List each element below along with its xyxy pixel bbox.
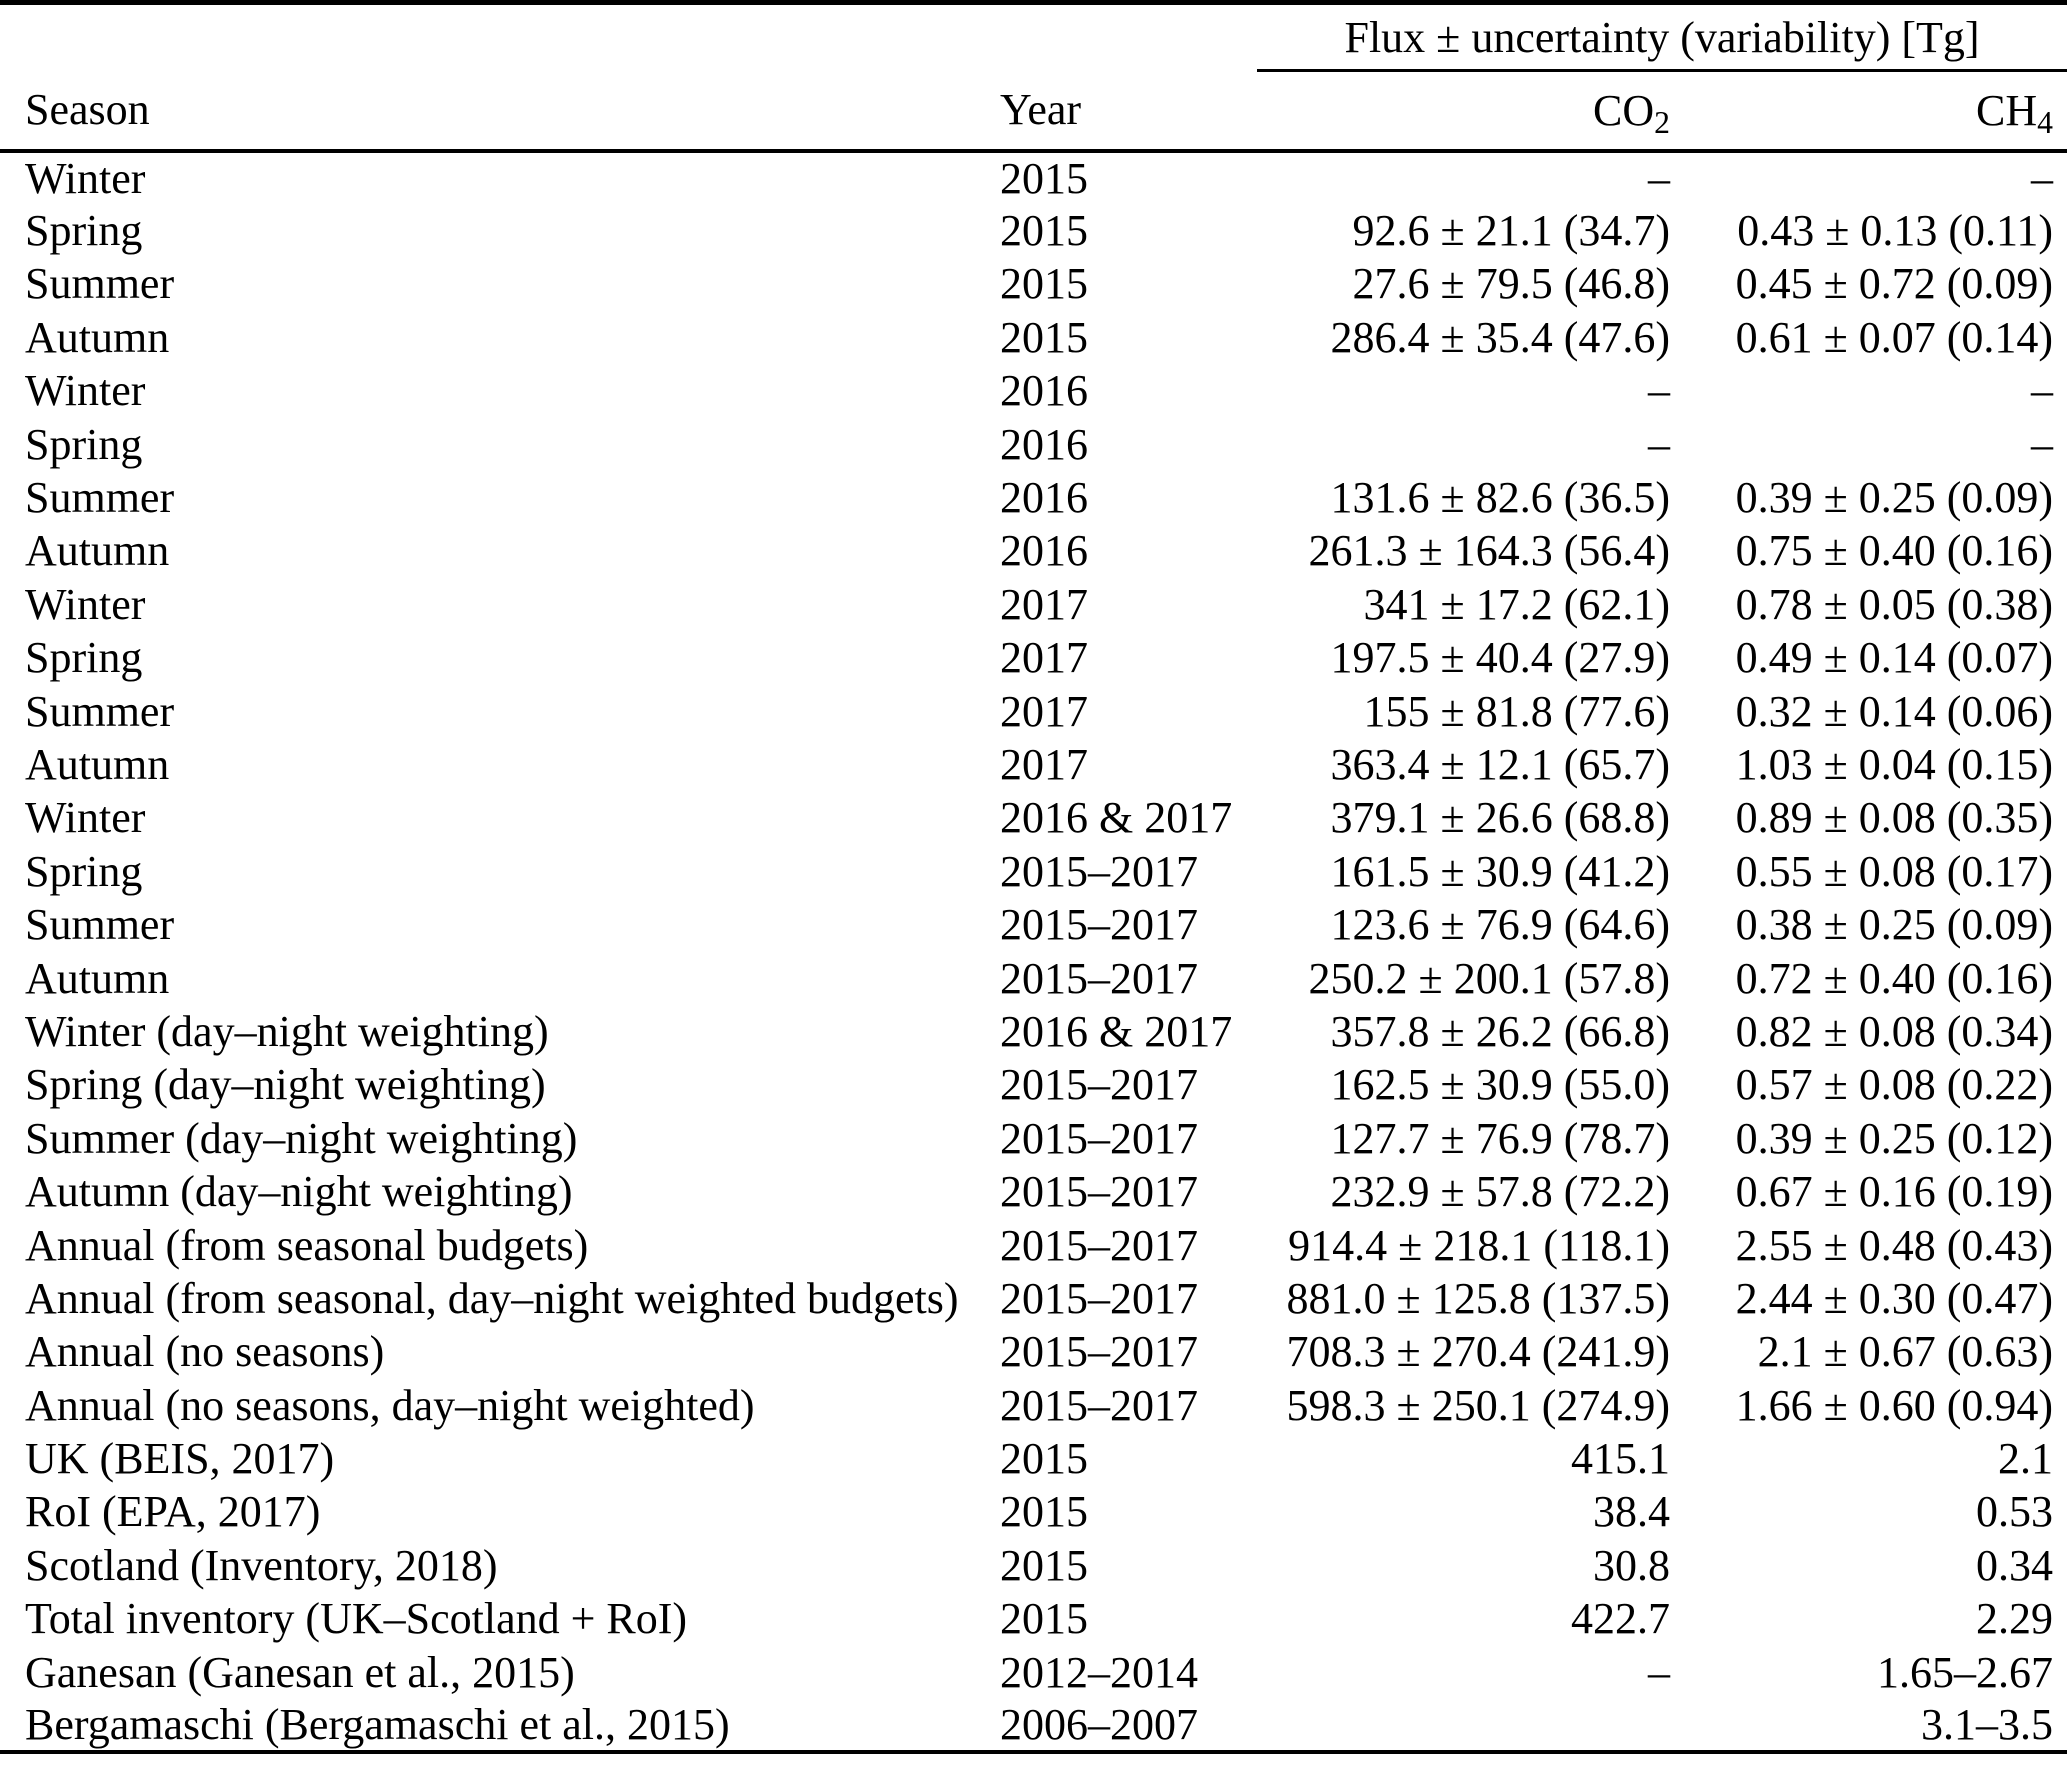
year-cell: 2016 <box>1000 526 1088 576</box>
group-header-row <box>0 3 2067 71</box>
co2-column-header <box>1257 71 1675 151</box>
table-row <box>0 1272 2067 1325</box>
co2-flux-cell: 38.4 <box>1593 1487 1670 1537</box>
ch4-label-base: CH <box>1976 85 2038 135</box>
co2-flux-cell: 914.4 ± 218.1 (118.1) <box>1288 1220 1670 1270</box>
season-cell: Winter <box>25 153 146 203</box>
season-cell: Winter <box>25 579 146 629</box>
year-cell: 2017 <box>1000 579 1088 629</box>
co2-flux-cell: – <box>1648 1647 1670 1697</box>
year-cell: 2016 & 2017 <box>1000 1006 1233 1056</box>
season-cell: Autumn <box>25 953 170 1003</box>
year-cell: 2015 <box>1000 1487 1088 1537</box>
co2-flux-cell: 197.5 ± 40.4 (27.9) <box>1330 633 1670 683</box>
season-cell: Ganesan (Ganesan et al., 2015) <box>25 1647 575 1697</box>
table-row <box>0 1165 2067 1218</box>
co2-flux-cell: 27.6 ± 79.5 (46.8) <box>1352 259 1670 309</box>
table-row <box>0 364 2067 417</box>
season-cell: Summer <box>25 900 175 950</box>
co2-flux-cell: 415.1 <box>1571 1434 1670 1484</box>
table-row <box>0 151 2067 204</box>
year-cell: 2015–2017 <box>1000 1167 1198 1217</box>
table-row <box>0 204 2067 257</box>
season-column-header: Season <box>0 71 985 151</box>
season-cell: Autumn <box>25 526 170 576</box>
table-row <box>0 1539 2067 1592</box>
season-cell: Annual (from seasonal budgets) <box>25 1220 589 1270</box>
ch4-flux-cell: 0.49 ± 0.14 (0.07) <box>1735 633 2054 683</box>
co2-flux-cell: 708.3 ± 270.4 (241.9) <box>1286 1327 1670 1377</box>
table-row <box>0 684 2067 737</box>
co2-flux-cell: 92.6 ± 21.1 (34.7) <box>1352 206 1670 256</box>
ch4-flux-cell: – <box>2031 153 2054 203</box>
season-cell: Summer <box>25 473 175 523</box>
season-cell: Total inventory (UK–Scotland + RoI) <box>25 1594 688 1644</box>
year-cell: 2015–2017 <box>1000 953 1198 1003</box>
year-cell: 2015–2017 <box>1000 900 1198 950</box>
ch4-flux-cell: 0.39 ± 0.25 (0.12) <box>1735 1113 2054 1163</box>
ch4-flux-cell: 2.1 <box>1998 1434 2054 1484</box>
year-cell: 2016 <box>1000 419 1088 469</box>
season-cell: Summer <box>25 259 175 309</box>
year-cell: 2015 <box>1000 1434 1088 1484</box>
ch4-flux-cell: 0.39 ± 0.25 (0.09) <box>1735 473 2054 523</box>
co2-flux-cell: 131.6 ± 82.6 (36.5) <box>1330 473 1670 523</box>
season-cell: Winter <box>25 793 146 843</box>
year-cell: 2012–2014 <box>1000 1647 1198 1697</box>
year-cell: 2015 <box>1000 153 1088 203</box>
season-cell: Spring <box>25 206 143 256</box>
ch4-flux-cell: 0.75 ± 0.40 (0.16) <box>1735 526 2054 576</box>
ch4-flux-cell: 2.29 <box>1976 1594 2054 1644</box>
season-cell: Annual (no seasons) <box>25 1327 385 1377</box>
ch4-column-header <box>1675 71 2067 151</box>
ch4-flux-cell: 0.61 ± 0.07 (0.14) <box>1735 312 2054 362</box>
season-cell: Annual (no seasons, day–night weighted) <box>25 1380 755 1430</box>
table-row <box>0 524 2067 577</box>
table-row <box>0 1592 2067 1645</box>
ch4-flux-cell: 2.1 ± 0.67 (0.63) <box>1757 1327 2054 1377</box>
co2-flux-cell: 881.0 ± 125.8 (137.5) <box>1286 1273 1670 1323</box>
year-cell: 2015–2017 <box>1000 846 1198 896</box>
table-row <box>0 1325 2067 1378</box>
season-cell: Autumn (day–night weighting) <box>25 1167 573 1217</box>
co2-label-subscript: 2 <box>1654 104 1670 140</box>
co2-flux-cell: 261.3 ± 164.3 (56.4) <box>1308 526 1670 576</box>
ch4-flux-cell: 0.32 ± 0.14 (0.06) <box>1735 686 2054 736</box>
table-row <box>0 1485 2067 1538</box>
co2-flux-cell: 422.7 <box>1571 1594 1670 1644</box>
table-row <box>0 631 2067 684</box>
table-row <box>0 1645 2067 1698</box>
ch4-flux-cell: – <box>2031 419 2054 469</box>
year-cell: 2015–2017 <box>1000 1220 1198 1270</box>
table-row <box>0 1699 2067 1752</box>
year-cell: 2015–2017 <box>1000 1273 1198 1323</box>
table-row <box>0 1432 2067 1485</box>
ch4-flux-cell: 0.78 ± 0.05 (0.38) <box>1735 579 2054 629</box>
co2-flux-cell: 286.4 ± 35.4 (47.6) <box>1330 312 1670 362</box>
ch4-flux-cell: 0.45 ± 0.72 (0.09) <box>1735 259 2054 309</box>
co2-flux-cell: – <box>1648 153 1670 203</box>
year-column-header: Year <box>985 71 1257 151</box>
year-cell: 2015 <box>1000 1540 1088 1590</box>
year-cell: 2015–2017 <box>1000 1380 1198 1430</box>
ch4-flux-cell: 2.44 ± 0.30 (0.47) <box>1735 1273 2054 1323</box>
ch4-flux-cell: 0.82 ± 0.08 (0.34) <box>1735 1006 2054 1056</box>
co2-flux-cell: 598.3 ± 250.1 (274.9) <box>1286 1380 1670 1430</box>
year-cell: 2016 & 2017 <box>1000 793 1233 843</box>
table-row <box>0 257 2067 310</box>
year-cell: 2015 <box>1000 206 1088 256</box>
co2-flux-cell: 250.2 ± 200.1 (57.8) <box>1308 953 1670 1003</box>
season-cell: Spring <box>25 633 143 683</box>
year-cell: 2016 <box>1000 366 1088 416</box>
ch4-flux-cell: 0.53 <box>1976 1487 2054 1537</box>
table-body <box>0 151 2067 1753</box>
table-row <box>0 311 2067 364</box>
co2-flux-cell: 161.5 ± 30.9 (41.2) <box>1330 846 1670 896</box>
table-header <box>0 3 2067 151</box>
co2-flux-cell: 357.8 ± 26.2 (66.8) <box>1330 1006 1670 1056</box>
co2-flux-cell: 363.4 ± 12.1 (65.7) <box>1330 739 1670 789</box>
co2-flux-cell: 127.7 ± 76.9 (78.7) <box>1330 1113 1670 1163</box>
year-cell: 2015 <box>1000 312 1088 362</box>
season-cell: RoI (EPA, 2017) <box>25 1487 321 1537</box>
table-row <box>0 738 2067 791</box>
season-cell: Annual (from seasonal, day–night weighted budgets) <box>25 1273 959 1323</box>
ch4-flux-cell: 1.03 ± 0.04 (0.15) <box>1735 739 2054 789</box>
ch4-flux-cell: – <box>2031 366 2054 416</box>
table-row <box>0 578 2067 631</box>
season-cell: Scotland (Inventory, 2018) <box>25 1540 498 1590</box>
year-cell: 2015 <box>1000 1594 1088 1644</box>
season-cell: UK (BEIS, 2017) <box>25 1434 335 1484</box>
table-row <box>0 951 2067 1004</box>
ch4-flux-cell: 3.1–3.5 <box>1921 1700 2054 1750</box>
table-row <box>0 1005 2067 1058</box>
season-cell: Winter (day–night weighting) <box>25 1006 549 1056</box>
year-cell: 2015–2017 <box>1000 1060 1198 1110</box>
table-row <box>0 471 2067 524</box>
ch4-flux-cell: 0.43 ± 0.13 (0.11) <box>1737 206 2054 256</box>
ch4-flux-cell: 0.89 ± 0.08 (0.35) <box>1735 793 2054 843</box>
year-cell: 2016 <box>1000 473 1088 523</box>
co2-flux-cell: 232.9 ± 57.8 (72.2) <box>1330 1167 1670 1217</box>
co2-flux-cell: 155 ± 81.8 (77.6) <box>1363 686 1670 736</box>
table-row <box>0 417 2067 470</box>
group-header-spacer <box>0 3 1257 71</box>
co2-flux-cell: 341 ± 17.2 (62.1) <box>1363 579 1670 629</box>
ch4-label-subscript: 4 <box>2037 104 2054 140</box>
table-row <box>0 1112 2067 1165</box>
column-header-row <box>0 71 2067 151</box>
year-cell: 2017 <box>1000 633 1088 683</box>
table-row <box>0 791 2067 844</box>
ch4-flux-cell: 0.55 ± 0.08 (0.17) <box>1735 846 2054 896</box>
co2-flux-cell: 162.5 ± 30.9 (55.0) <box>1330 1060 1670 1110</box>
co2-label-base: CO <box>1593 85 1655 135</box>
year-cell: 2015–2017 <box>1000 1113 1198 1163</box>
year-cell: 2006–2007 <box>1000 1700 1198 1750</box>
co2-flux-cell: 379.1 ± 26.6 (68.8) <box>1330 793 1670 843</box>
table-row <box>0 845 2067 898</box>
co2-flux-cell: 30.8 <box>1593 1540 1670 1590</box>
co2-flux-cell: 123.6 ± 76.9 (64.6) <box>1330 900 1670 950</box>
season-cell: Autumn <box>25 739 170 789</box>
table-row <box>0 1378 2067 1431</box>
season-cell: Bergamaschi (Bergamaschi et al., 2015) <box>25 1700 730 1750</box>
ch4-flux-cell: 1.66 ± 0.60 (0.94) <box>1735 1380 2054 1430</box>
season-cell: Summer <box>25 686 175 736</box>
season-cell: Winter <box>25 366 146 416</box>
co2-flux-cell: – <box>1648 366 1670 416</box>
year-cell: 2017 <box>1000 686 1088 736</box>
ch4-flux-cell: 1.65–2.67 <box>1877 1647 2054 1697</box>
year-cell: 2015 <box>1000 259 1088 309</box>
ch4-flux-cell: 0.34 <box>1976 1540 2054 1590</box>
season-cell: Spring <box>25 419 143 469</box>
season-cell: Summer (day–night weighting) <box>25 1113 578 1163</box>
table-row <box>0 1218 2067 1271</box>
year-cell: 2017 <box>1000 739 1088 789</box>
co2-flux-cell <box>1257 1699 1675 1752</box>
flux-group-header: Flux ± uncertainty (variability) [Tg] <box>1257 3 2067 71</box>
table-row <box>0 898 2067 951</box>
co2-flux-cell: – <box>1648 419 1670 469</box>
season-cell: Spring (day–night weighting) <box>25 1060 546 1110</box>
year-cell: 2015–2017 <box>1000 1327 1198 1377</box>
ch4-flux-cell: 0.57 ± 0.08 (0.22) <box>1735 1060 2054 1110</box>
ch4-flux-cell: 0.72 ± 0.40 (0.16) <box>1735 953 2054 1003</box>
ch4-flux-cell: 2.55 ± 0.48 (0.43) <box>1735 1220 2054 1270</box>
ch4-flux-cell: 0.67 ± 0.16 (0.19) <box>1735 1167 2054 1217</box>
season-cell: Spring <box>25 846 143 896</box>
ch4-flux-cell: 0.38 ± 0.25 (0.09) <box>1735 900 2054 950</box>
table-row <box>0 1058 2067 1111</box>
season-cell: Autumn <box>25 312 170 362</box>
